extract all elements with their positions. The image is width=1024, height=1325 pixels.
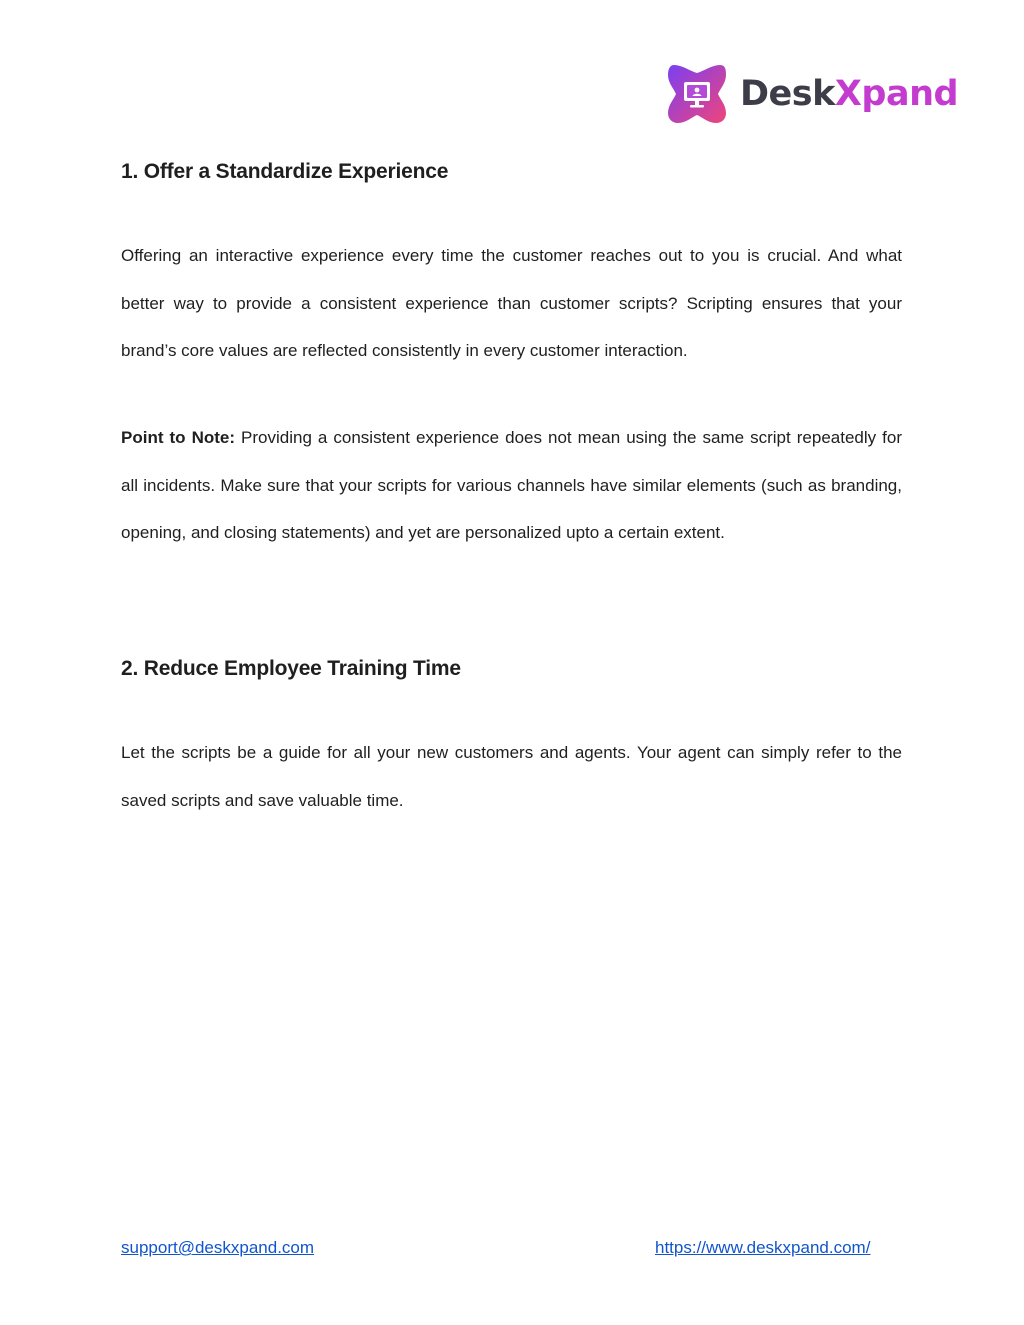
point-to-note-paragraph xyxy=(121,414,902,557)
point-to-note-text: Providing a consistent experience does not mean using the same script repeatedly for all incidents. Make sure that your scripts for various channels have similar elements (such as branding, opening, and closing statements) and yet are personalized upto a certain extent. xyxy=(121,428,902,542)
brand-wordmark xyxy=(740,73,959,114)
brand-word-desk: Desk xyxy=(740,73,835,114)
section-paragraph: Offering an interactive experience every time the customer reaches out to you is crucial. And what better way to provide a consistent experience than customer scripts? Scripting ensures that your brand’s core values are reflected consistently in every customer interaction. xyxy=(121,246,902,360)
deskxpand-monitor-icon xyxy=(664,61,730,127)
brand-logo xyxy=(664,60,958,128)
point-to-note-label: Point to Note: xyxy=(121,428,236,447)
section-heading-standardize: 1. Offer a Standardize Experience xyxy=(121,160,449,183)
brand-word-xpand: Xpand xyxy=(834,73,959,114)
support-email-link[interactable]: support@deskxpand.com xyxy=(121,1238,315,1257)
section-heading-training-time: 2. Reduce Employee Training Time xyxy=(121,657,461,680)
section-paragraph: Let the scripts be a guide for all your new customers and agents. Your agent can simply refer to the saved scripts and save valuable time. xyxy=(121,743,902,810)
website-link[interactable]: https://www.deskxpand.com/ xyxy=(655,1238,871,1257)
